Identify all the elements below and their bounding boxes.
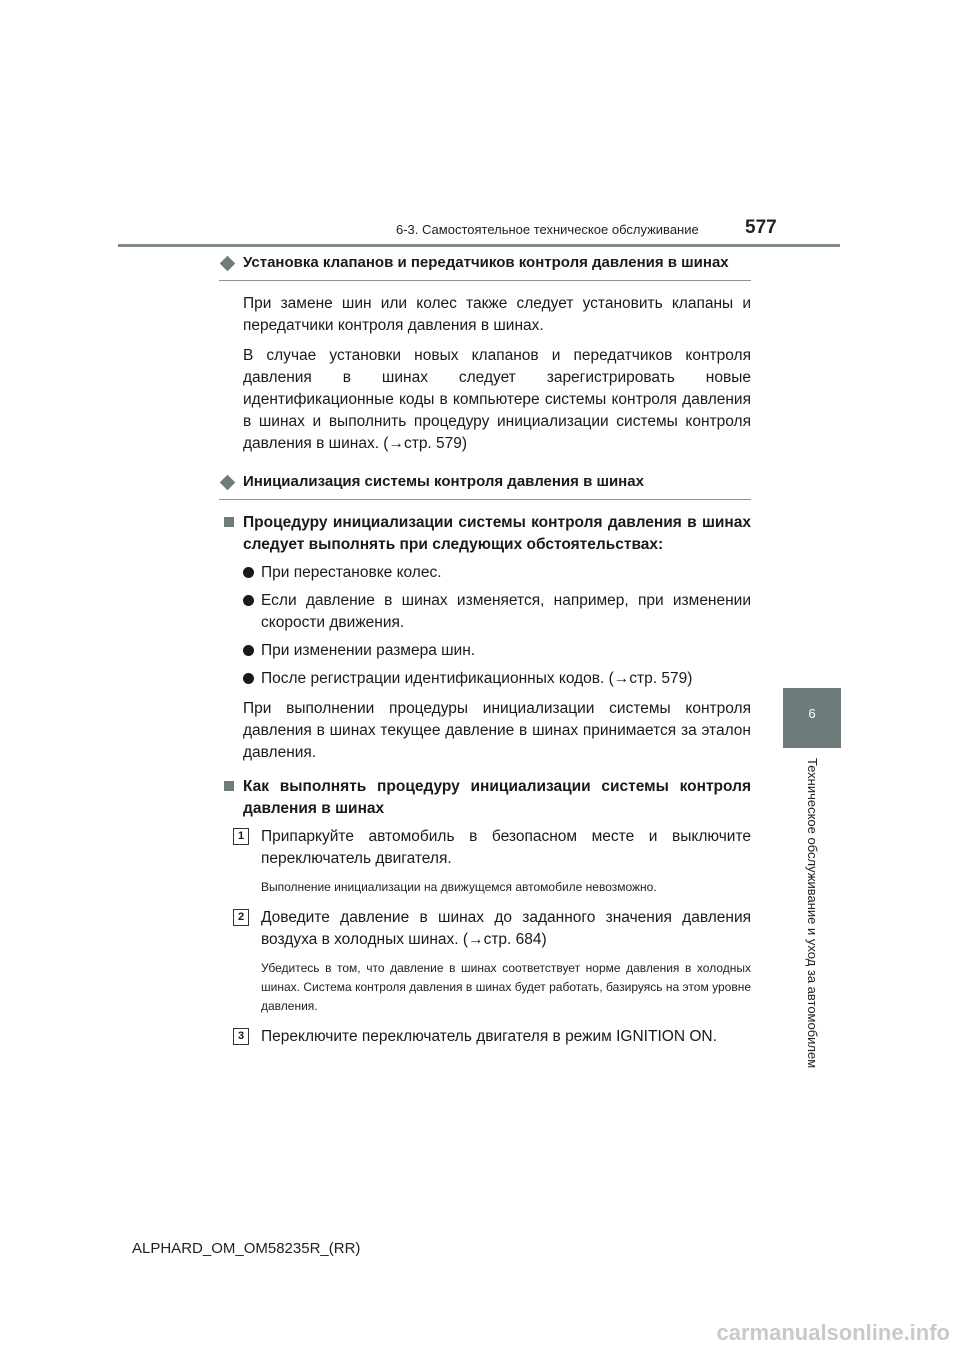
list-item: При изменении размера шин. — [219, 640, 751, 662]
square-bullet-icon — [224, 781, 234, 791]
step-item: 3 Переключите переключатель двигателя в режим IGNITION ON. — [219, 1026, 751, 1048]
bullet-dot-icon — [243, 595, 254, 606]
bullet-dot-icon — [243, 645, 254, 656]
section-heading-valves — [219, 252, 751, 281]
step-note: Убедитесь в том, что давление в шинах соответствует норме давления в холодных шинах. Система контроля давления в шинах будет работать, базируясь на этом уровне давления. — [261, 961, 751, 1013]
diamond-icon — [220, 256, 236, 272]
bullet-dot-icon — [243, 673, 254, 684]
step-item: 1 Припаркуйте автомобиль в безопасном месте и выключите переключатель двигателя. — [219, 826, 751, 870]
bullet-dot-icon — [243, 567, 254, 578]
paragraph: В случае установки новых клапанов и передатчиков контроля давления в шинах следует зарегистрировать новые идентификационные коды в компьютере системы контроля давления в шинах и выполнить процедуру инициализации системы контроля давления в шинах. (→стр. 579) — [243, 347, 751, 452]
document-code: ALPHARD_OM_OM58235R_(RR) — [132, 1240, 361, 1257]
paragraph: При выполнении процедуры инициализации системы контроля давления в шинах текущее давление в шинах принимается за эталон давления. — [243, 700, 751, 761]
list-item: Если давление в шинах изменяется, например, при изменении скорости движения. — [219, 590, 751, 634]
page-number: 577 — [745, 217, 777, 238]
subsection-heading: Процедуру инициализации системы контроля давления в шинах следует выполнять при следующих обстоятельствах: — [219, 512, 751, 556]
page-content — [219, 252, 751, 1048]
watermark-text: carmanualsonline.info — [716, 1320, 950, 1345]
section-heading-text: Установка клапанов и передатчиков контроля давления в шинах — [243, 254, 729, 271]
chapter-title-vertical: Техническое обслуживание и уход за автомобилем — [805, 758, 820, 1069]
paragraph: При замене шин или колес также следует установить клапаны и передатчики контроля давления в шинах. — [243, 295, 751, 334]
step-number-badge: 1 — [233, 828, 249, 845]
section-title: 6-3. Самостоятельное техническое обслуживание — [396, 222, 699, 237]
step-number-badge: 2 — [233, 909, 249, 926]
list-item: При перестановке колес. — [219, 562, 751, 584]
chapter-tab: 6 — [783, 688, 841, 748]
step-note: Выполнение инициализации на движущемся автомобиле невозможно. — [261, 880, 657, 894]
square-bullet-icon — [224, 517, 234, 527]
subsection-heading: Как выполнять процедуру инициализации системы контроля давления в шинах — [219, 776, 751, 820]
section-heading-text: Инициализация системы контроля давления в шинах — [243, 473, 644, 490]
step-number-badge: 3 — [233, 1028, 249, 1045]
diamond-icon — [220, 475, 236, 491]
list-item: После регистрации идентификационных кодов. (→стр. 579) — [219, 668, 751, 690]
header-divider — [118, 244, 840, 247]
section-heading-initialization — [219, 471, 751, 500]
step-item: 2 Доведите давление в шинах до заданного значения давления воздуха в холодных шинах. (→стр. 684) — [219, 907, 751, 951]
